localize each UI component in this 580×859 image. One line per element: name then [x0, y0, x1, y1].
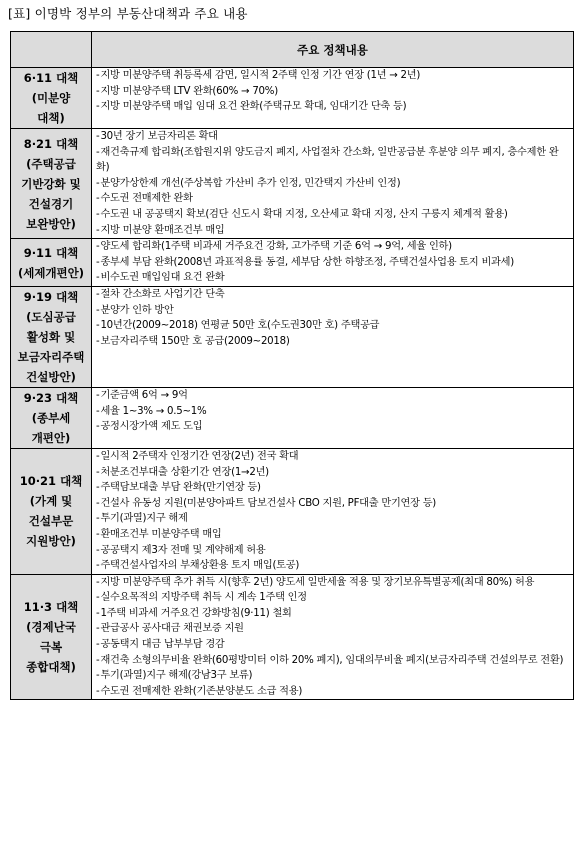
policy-item-text: 비수도권 매입임대 요건 완화	[100, 272, 225, 284]
bullet-dash: -	[96, 224, 100, 236]
policy-item	[96, 68, 570, 84]
bullet-dash: -	[96, 670, 100, 682]
header-content-cell: 주요 정책내용	[92, 32, 574, 68]
bullet-dash: -	[96, 272, 100, 284]
policy-item-text: 보금자리주택 150만 호 공급(2009~2018)	[100, 335, 290, 347]
policy-item	[96, 99, 570, 115]
policy-item-text: 기준금액 6억 → 9억	[100, 389, 188, 401]
policy-items-cell	[92, 239, 574, 287]
policy-item-text: 지방 미분양주택 LTV 완화(60% → 70%)	[100, 85, 278, 97]
bullet-dash: -	[96, 320, 100, 332]
bullet-dash: -	[96, 70, 100, 81]
policy-item	[96, 176, 570, 192]
header-row	[11, 32, 574, 68]
policy-item	[96, 334, 570, 350]
policy-item	[96, 606, 570, 622]
bullet-dash: -	[96, 101, 100, 113]
bullet-dash: -	[96, 560, 100, 572]
policy-item	[96, 388, 570, 404]
category-line: (주택공급	[26, 156, 76, 171]
category-line: 9·11 대책	[23, 245, 79, 260]
policy-item-text: 수도권 내 공공택지 확보(검단 신도시 확대 지정, 오산세교 확대 지정, 산지 구릉지 체계적 활용)	[100, 208, 508, 220]
category-line: (경제난국	[26, 620, 76, 635]
policy-item-text: 수도권 전매제한 완화	[100, 193, 193, 205]
bullet-dash: -	[96, 421, 100, 433]
category-line: 대책)	[37, 111, 65, 125]
policy-item	[96, 318, 570, 334]
policy-items-cell	[92, 387, 574, 448]
policy-item-text: 세율 1~3% → 0.5~1%	[100, 405, 207, 417]
policy-item-text: 일시적 2주택자 인정기간 연장(2년) 전국 확대	[100, 450, 299, 462]
policy-item-text: 투기(과열)지구 해제	[100, 513, 188, 525]
policy-item	[96, 404, 570, 420]
category-line: 개편안)	[31, 430, 71, 445]
category-line: 극복	[39, 640, 63, 655]
bullet-dash: -	[96, 592, 100, 604]
policy-item-text: 관급공사 공사대금 채권보증 지원	[100, 623, 244, 635]
policy-item	[96, 449, 570, 465]
policy-item	[96, 270, 570, 286]
bullet-dash: -	[96, 466, 100, 478]
bullet-dash: -	[96, 389, 100, 401]
policy-item-text: 30년 장기 보금자리론 확대	[100, 131, 218, 142]
policy-item-text: 재건축규제 합리화(조합원지위 양도금지 폐지, 사업절차 간소화, 일반공급분 후분양 의무 폐지, 층수제한 완화)	[96, 146, 559, 174]
bullet-dash: -	[96, 208, 100, 220]
policy-items-cell	[92, 286, 574, 387]
policy-item-text: 처분조건부대출 상환기간 연장(1→2년)	[100, 466, 269, 478]
policy-item-text: 주택담보대출 부담 완화(만기연장 등)	[100, 482, 261, 494]
policy-item-text: 공정시장가액 제도 도입	[100, 421, 203, 433]
policy-item	[96, 303, 570, 319]
category-line: (종부세	[31, 410, 71, 425]
policy-category-cell	[11, 286, 92, 387]
category-line: 8·21 대책	[23, 136, 79, 151]
bullet-dash: -	[96, 685, 100, 697]
policy-items-cell	[92, 129, 574, 239]
policy-item-text: 지방 미분양주택 추가 취득 시(향후 2년) 양도세 일반세율 적용 및 장기보유특별공제(최대 80%) 허용	[100, 576, 535, 588]
category-line: 기반강화 및	[21, 176, 81, 191]
category-line: 건설경기	[28, 196, 74, 211]
policy-item-text: 1주택 비과세 거주요건 강화방침(9·11) 철회	[100, 607, 292, 619]
bullet-dash: -	[96, 85, 100, 97]
policy-row	[11, 68, 574, 129]
policy-table	[10, 31, 574, 700]
bullet-dash: -	[96, 288, 100, 300]
policy-item-text: 절차 간소화로 사업기간 단축	[100, 288, 225, 300]
policy-item-text: 양도세 합리화(1주택 비과세 거주요건 강화, 고가주택 기준 6억 → 9억, 세율 인하)	[100, 241, 452, 253]
policy-item-text: 수도권 전매제한 완화(기존분양분도 소급 적용)	[100, 685, 303, 697]
policy-row	[11, 286, 574, 387]
policy-row	[11, 387, 574, 448]
policy-item	[96, 465, 570, 481]
policy-item	[96, 575, 570, 591]
bullet-dash: -	[96, 513, 100, 525]
bullet-dash: -	[96, 654, 100, 666]
category-line: 종합대책)	[26, 660, 76, 675]
bullet-dash: -	[96, 405, 100, 417]
policy-row	[11, 574, 574, 700]
category-line: 6·11 대책	[23, 71, 79, 85]
category-line: 9·19 대책	[23, 289, 79, 304]
table-caption: [표] 이명박 정부의 부동산대책과 주요 내용	[8, 6, 248, 21]
policy-row	[11, 239, 574, 287]
policy-category-cell	[11, 387, 92, 448]
bullet-dash: -	[96, 177, 100, 189]
policy-item-text: 종부세 부담 완화(2008년 과표적용률 동결, 세부담 상한 하향조정, 주택건설사업용 토지 비과세)	[100, 256, 514, 268]
policy-row	[11, 129, 574, 239]
policy-item	[96, 207, 570, 223]
policy-category-cell	[11, 129, 92, 239]
policy-item	[96, 684, 570, 700]
category-line: 보금자리주택	[17, 349, 85, 364]
bullet-dash: -	[96, 335, 100, 347]
bullet-dash: -	[96, 497, 100, 509]
category-line: (가계 및	[29, 494, 73, 509]
policy-item	[96, 668, 570, 684]
policy-items-cell	[92, 574, 574, 700]
category-line: 지원방안)	[26, 534, 76, 549]
policy-item	[96, 621, 570, 637]
bullet-dash: -	[96, 482, 100, 494]
policy-item	[96, 191, 570, 207]
category-line: (도심공급	[26, 309, 76, 324]
policy-row	[11, 448, 574, 574]
bullet-dash: -	[96, 528, 100, 540]
bullet-dash: -	[96, 639, 100, 651]
policy-item-text: 환매조건부 미분양주택 매입	[100, 528, 222, 540]
policy-item	[96, 287, 570, 303]
bullet-dash: -	[96, 304, 100, 316]
category-line: 9·23 대책	[23, 390, 79, 405]
category-line: (미분양	[31, 91, 71, 105]
policy-item-text: 지방 미분양 환매조건부 매입	[100, 224, 225, 236]
policy-item-text: 공공택지 제3자 전매 및 계약해제 허용	[100, 544, 266, 556]
policy-item	[96, 558, 570, 574]
policy-item	[96, 511, 570, 527]
policy-item-text: 10년간(2009~2018) 연평균 50만 호(수도권30만 호) 주택공급	[100, 320, 380, 332]
bullet-dash: -	[96, 450, 100, 462]
policy-item	[96, 653, 570, 669]
policy-item	[96, 223, 570, 239]
policy-category-cell	[11, 574, 92, 700]
bullet-dash: -	[96, 256, 100, 268]
category-line: 건설방안)	[26, 369, 76, 384]
policy-item-text: 투기(과열)지구 해제(강남3구 보류)	[100, 670, 253, 682]
bullet-dash: -	[96, 607, 100, 619]
policy-item	[96, 543, 570, 559]
bullet-dash: -	[96, 241, 100, 253]
category-line: 11·3 대책	[23, 600, 79, 615]
category-line: 활성화 및	[26, 329, 76, 344]
policy-item	[96, 145, 570, 176]
bullet-dash: -	[96, 576, 100, 588]
policy-category-cell	[11, 68, 92, 129]
policy-item	[96, 419, 570, 435]
policy-item	[96, 239, 570, 255]
bullet-dash: -	[96, 544, 100, 556]
policy-item-text: 공동택지 대금 납부부담 경감	[100, 639, 225, 651]
policy-item	[96, 129, 570, 145]
category-line: 10·21 대책	[19, 474, 83, 489]
category-line: (세제개편안)	[17, 265, 85, 280]
policy-item-text: 재건축 소형의무비율 완화(60평방미터 이하 20% 폐지), 임대의무비율 폐지(보금자리주택 건설의무로 전환)	[100, 654, 564, 666]
policy-item-text: 분양가상한제 개선(주상복합 가산비 추가 인정, 민간택지 가산비 인정)	[100, 177, 401, 189]
policy-item	[96, 637, 570, 653]
policy-item-text: 지방 미분양주택 취등록세 감면, 일시적 2주택 인정 기간 연장 (1년 → 2년)	[100, 70, 421, 81]
policy-item-text: 실수요목적의 지방주택 취득 시 계속 1주택 인정	[100, 592, 307, 604]
bullet-dash: -	[96, 623, 100, 635]
policy-item	[96, 527, 570, 543]
policy-items-cell	[92, 68, 574, 129]
policy-item	[96, 590, 570, 606]
policy-category-cell	[11, 448, 92, 574]
policy-item	[96, 84, 570, 100]
policy-items-cell	[92, 448, 574, 574]
category-line: 보완방안)	[26, 216, 76, 231]
policy-item-text: 분양가 인하 방안	[100, 304, 174, 316]
policy-item	[96, 496, 570, 512]
header-category-cell	[11, 32, 92, 68]
bullet-dash: -	[96, 131, 100, 142]
policy-category-cell	[11, 239, 92, 287]
bullet-dash: -	[96, 193, 100, 205]
policy-item-text: 지방 미분양주택 매입 임대 요건 완화(주택규모 확대, 임대기간 단축 등)	[100, 101, 407, 113]
bullet-dash: -	[96, 146, 100, 158]
policy-item	[96, 480, 570, 496]
category-line: 건설부문	[28, 514, 74, 529]
policy-item	[96, 255, 570, 271]
policy-item-text: 주택건설사업자의 부채상환용 토지 매입(토공)	[100, 560, 300, 572]
policy-item-text: 건설사 유동성 지원(미분양아파트 담보건설사 CBO 지원, PF대출 만기연장 등)	[100, 497, 437, 509]
